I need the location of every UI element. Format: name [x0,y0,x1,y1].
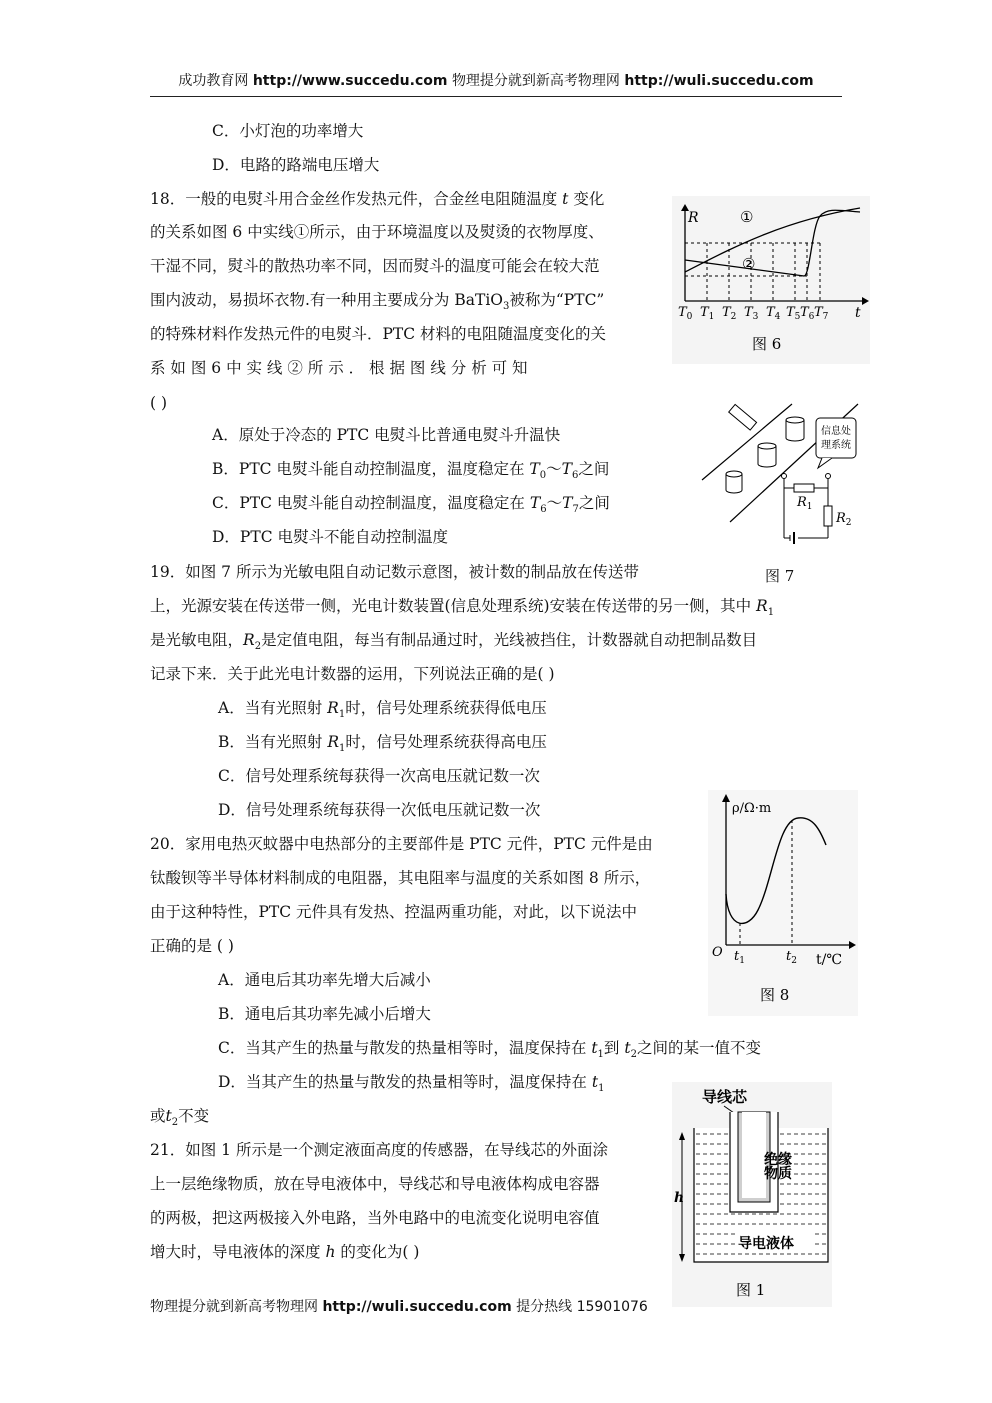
footer-hotline: 提分热线 15901076 [516,1299,648,1315]
header-url1[interactable]: http://www.succedu.com [252,73,448,89]
fig1-core-label: 导线芯 [702,1088,748,1106]
fig6-tick-T6: $T_6$ [800,305,815,322]
q21-line3: 的两极，把这两极接入外电路，当外电路中的电流变化说明电容值 [150,1209,600,1227]
q21-line1: 21．如图 1 所示是一个测定液面高度的传感器，在导线芯的外面涂 [150,1141,608,1159]
fig1-insul-label-1: 绝缘 [764,1152,792,1168]
q18-answer-blank: ( ) [150,394,168,412]
fig7-box-label-2: 理系统 [821,440,851,451]
q20-line4: 正确的是 ( ) [150,937,234,955]
fig1-liquid-label: 导电液体 [738,1236,794,1252]
fig6-tick-T3: $T_3$ [744,305,759,322]
q21-line2: 上一层绝缘物质，放在导电液体中，导线芯和导电液体构成电容器 [150,1175,600,1193]
figure-7 [700,398,870,558]
q18-line2: 的关系如图 6 中实线①所示，由于环境温度以及熨烫的衣物厚度、 [150,223,604,241]
fig1-caption: 图 1 [736,1281,766,1299]
q18-line6: 系 如 图 6 中 实 线 ② 所 示 ． 根 据 图 线 分 析 可 知 [150,359,528,377]
footer-site: 物理提分就到新高考物理网 [150,1299,318,1315]
q20-line1: 20．家用电热灭蚊器中电热部分的主要部件是 PTC 元件，PTC 元件是由 [150,835,653,853]
fig6-caption: 图 6 [752,335,782,353]
figure-6 [672,196,870,364]
fig7-light-source [729,404,757,430]
footer-url[interactable]: http://wuli.succedu.com [322,1299,512,1315]
q18-line5: 的特殊材料作发热元件的电熨斗．PTC 材料的电阻随温度变化的关 [150,325,607,343]
fig6-ylabel: R [688,210,699,226]
q19-line4: 记录下来．关于此光电计数器的运用，下列说法正确的是( ) [150,665,555,683]
fig8-t2: $t_2$ [786,949,797,966]
fig1-insul-label-2: 物质 [764,1166,792,1182]
q18-option-a: A．原处于冷态的 PTC 电熨斗比普通电熨斗升温快 [212,426,561,444]
fig8-origin: O [712,945,723,960]
q18-line1: 18．一般的电熨斗用合金丝作发热元件，合金丝电阻随温度 t 变化 [150,190,605,208]
fig6-curve2-label: ② [742,255,756,273]
q20-option-a: A．通电后其功率先增大后减小 [218,971,431,989]
page-header [150,70,842,97]
fig8-xlabel: t/℃ [816,952,843,968]
q19-option-b: B．当有光照射 $R_1$时，信号处理系统获得高电压 [218,733,547,755]
header-url2[interactable]: http://wuli.succedu.com [624,73,814,89]
fig7-processor-box [816,418,856,458]
q20-option-d-cont: 或$t_2$不变 [150,1107,210,1129]
fig7-r2-label: $R_2$ [836,511,852,528]
fig6-tick-T1: $T_1$ [700,305,715,322]
header-site1: 成功教育网 [178,73,249,89]
q19-line3: 是光敏电阻，$R_2$是定值电阻，每当有制品通过时，光线被挡住，计数器就自动把制品数目 [150,631,758,653]
fig7-caption: 图 7 [765,567,795,585]
q20-option-b: B．通电后其功率先减小后增大 [218,1005,431,1023]
q18-option-d: D．PTC 电熨斗不能自动控制温度 [212,528,448,546]
fig6-tick-T0: $T_0$ [678,305,693,322]
fig6-tick-T2: $T_2$ [722,305,737,322]
q18-option-b: B．PTC 电熨斗能自动控制温度，温度稳定在 $T_0\sim T_6$之间 [212,460,610,482]
q20-line3: 由于这种特性，PTC 元件具有发热、控温两重功能，对此，以下说法中 [150,903,638,921]
q19-line1: 19．如图 7 所示为光敏电阻自动记数示意图，被计数的制品放在传送带 [150,563,639,581]
fig7-resistor-r1 [794,484,814,492]
fig8-caption: 图 8 [760,986,790,1004]
fig1-depth-label: h [674,1190,685,1206]
fig6-curve1-label: ① [740,208,754,226]
page-footer [150,1296,672,1316]
fig6-tick-T7: $T_7$ [814,305,829,322]
q19-option-d: D．信号处理系统每获得一次低电压就记数一次 [218,801,541,819]
q18-line3: 干湿不同，熨斗的散热功率不同，因而熨斗的温度可能会在较大范 [150,257,600,275]
q19-line2: 上，光源安装在传送带一侧，光电计数装置(信息处理系统)安装在传送带的另一侧，其中 $R_1$ [150,597,775,619]
q20-option-d: D．当其产生的热量与散发的热量相等时，温度保持在 $t_1$ [218,1073,605,1095]
q20-option-c: C．当其产生的热量与散发的热量相等时，温度保持在 $t_1$到 $t_2$之间的某一值不变 [218,1039,761,1061]
fig7-r1-label: $R_1$ [797,495,813,512]
header-site2: 物理提分就到新高考物理网 [451,73,620,89]
fig8-ylabel: ρ/Ω·m [732,801,772,816]
fig6-xlabel: t [855,305,861,321]
q18-option-c: C．PTC 电熨斗能自动控制温度，温度稳定在 $T_6\sim T_7$之间 [212,494,610,516]
fig7-products [726,417,804,493]
fig6-tick-T5: $T_5$ [786,305,801,322]
q21-line4: 增大时，导电液体的深度 h 的变化为( ) [150,1243,420,1261]
q18-line4: 围内波动，易损坏衣物.有一种用主要成分为 BaTiO$_3$被称为“PTC” [150,291,605,313]
q17-option-d: D．电路的路端电压增大 [212,156,380,174]
fig6-tick-T4: $T_4$ [766,305,781,322]
fig7-resistor-r2 [824,506,832,526]
q17-option-c: C．小灯泡的功率增大 [212,122,364,140]
fig8-t1: $t_1$ [734,949,745,966]
q19-option-c: C．信号处理系统每获得一次高电压就记数一次 [218,767,540,785]
figure-1 [672,1082,832,1307]
q19-option-a: A．当有光照射 $R_1$时，信号处理系统获得低电压 [218,699,547,721]
fig7-box-label-1: 信息处 [821,426,851,437]
q20-line2: 钛酸钡等半导体材料制成的电阻器，其电阻率与温度的关系如图 8 所示， [150,869,651,887]
figure-8 [708,790,858,1016]
